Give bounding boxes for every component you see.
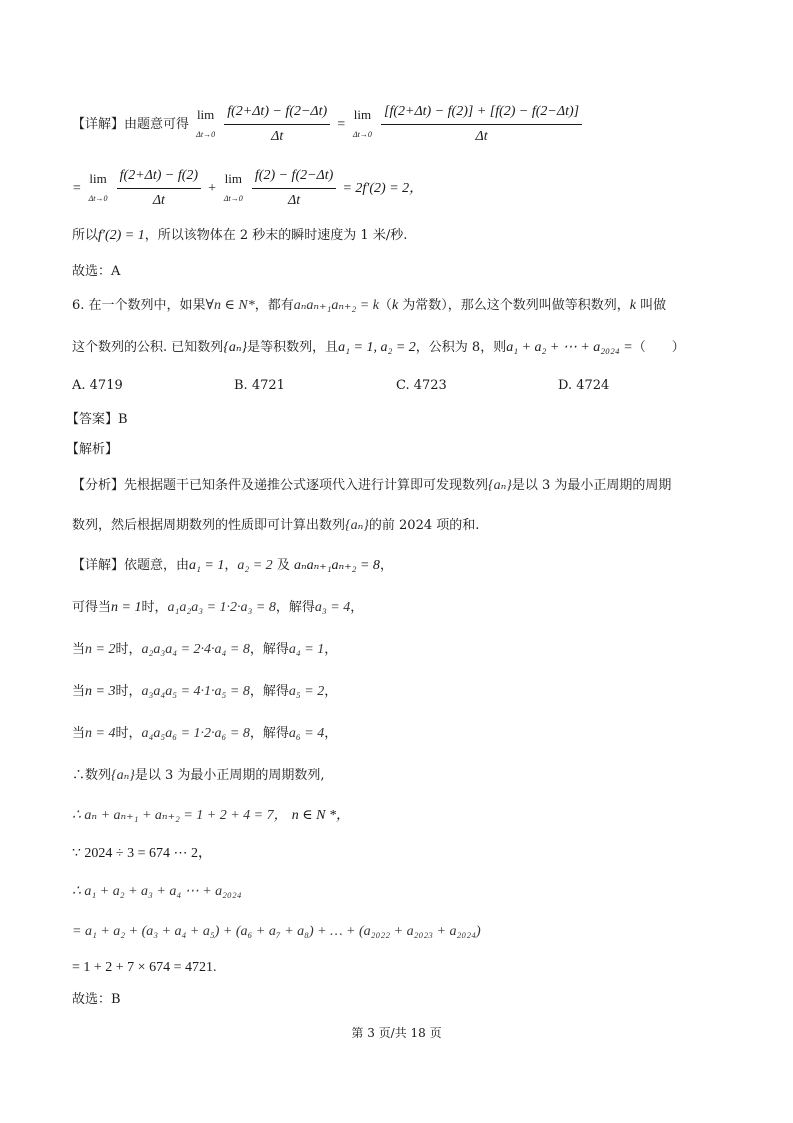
fraction-b: $\frac{f(2) - f(2-\Delta t)}{\Delta t}$ bbox=[252, 166, 336, 211]
limit-line-1: 【详解】由题意可得 lim Δt→0 $\frac{f(2+\Delta t) - f(2-\Delta t)}{\Delta t}$ = lim Δt→0 $\frac{[f(2+\Delta t) - f(2)] + [f(2) - f(2-\Delta t)]}{\Delta t}$ bbox=[72, 102, 584, 147]
detail-line-6: ∴数列{aₙ}是以 3 为最小正周期的周期数列, bbox=[72, 768, 325, 783]
choice-a-line: 故选：A bbox=[72, 264, 121, 279]
detail-line-11: = 1 + 2 + 7 × 674 = 4721. bbox=[72, 960, 217, 975]
option-d: D. 4724 bbox=[558, 378, 610, 393]
limit-symbol-3: lim Δt→0 bbox=[88, 170, 108, 203]
question-6-line-1: 6. 在一个数列中，如果∀n ∈ N*，都有aₙaₙ₊₁aₙ₊₂ = k（k 为常数），那么这个数列叫做等积数列，k 叫做 bbox=[72, 298, 667, 313]
detail-line-9: ∴ a₁ + a₂ + a₃ + a₄ ⋯ + a₂₀₂₄ bbox=[72, 884, 242, 899]
detail-label: 【详解】由题意可得 bbox=[72, 117, 190, 132]
limit-result: = 2f′(2) = 2， bbox=[342, 181, 424, 196]
fraction-1: $\frac{f(2+\Delta t) - f(2-\Delta t)}{\Delta t}$ bbox=[224, 102, 330, 147]
detail-line-10: = a₁ + a₂ + (a₃ + a₄ + a₅) + (a₆ + a₇ + a₈) + … + (a₂₀₂₂ + a₂₀₂₃ + a₂₀₂₄) bbox=[72, 924, 481, 939]
page-footer: 第 3 页/共 18 页 bbox=[351, 1026, 442, 1040]
analysis-line-1: 【分析】先根据题干已知条件及递推公式逐项代入进行计算即可发现数列{aₙ}是以 3 为最小正周期的周期 bbox=[72, 478, 672, 493]
analysis-line-2: 数列，然后根据周期数列的性质即可计算出数列{aₙ}的前 2024 项的和. bbox=[72, 518, 480, 533]
detail-line-2: 可得当n = 1时，a₁a₂a₃ = 1·2·a₃ = 8，解得a₃ = 4， bbox=[72, 600, 364, 615]
answer-line: 【答案】B bbox=[66, 412, 128, 427]
option-a: A. 4719 bbox=[72, 378, 123, 393]
conclusion-line: 所以f′(2) = 1，所以该物体在 2 秒末的瞬时速度为 1 米/秒. bbox=[72, 228, 408, 243]
option-c: C. 4723 bbox=[396, 378, 447, 393]
detail-line-4: 当n = 3时，a₃a₄a₅ = 4·1·a₅ = 8，解得a₅ = 2， bbox=[72, 684, 338, 699]
choice-b-line: 故选：B bbox=[72, 992, 121, 1007]
detail-line-5: 当n = 4时，a₄a₅a₆ = 1·2·a₆ = 8，解得a₆ = 4， bbox=[72, 726, 338, 741]
detail-line-1: 【详解】依题意，由a₁ = 1，a₂ = 2 及 aₙaₙ₊₁aₙ₊₂ = 8， bbox=[72, 558, 393, 573]
question-6-line-2: 这个数列的公积. 已知数列{aₙ}是等积数列，且a₁ = 1, a₂ = 2，公积为 8，则a₁ + a₂ + ⋯ + a₂₀₂₄ =（ ） bbox=[72, 340, 685, 355]
limit-symbol-2: lim Δt→0 bbox=[352, 106, 372, 139]
limit-symbol: lim Δt→0 bbox=[196, 106, 216, 139]
option-b: B. 4721 bbox=[234, 378, 285, 393]
analysis-heading: 【解析】 bbox=[66, 442, 119, 457]
detail-line-8: ∵ 2024 ÷ 3 = 674 ⋯ 2， bbox=[72, 846, 212, 861]
fraction-2: $\frac{[f(2+\Delta t) - f(2)] + [f(2) - f(2-\Delta t)]}{\Delta t}$ bbox=[381, 102, 582, 147]
fraction-a: $\frac{f(2+\Delta t) - f(2)}{\Delta t}$ bbox=[117, 166, 201, 211]
limit-line-2: = lim Δt→0 $\frac{f(2+\Delta t) - f(2)}{\Delta t}$ + lim Δt→0 $\frac{f(2) - f(2-\Delta t)}{\Delta t}$ = 2f′(2) = 2， bbox=[72, 166, 423, 211]
detail-line-3: 当n = 2时，a₂a₃a₄ = 2·4·a₄ = 8，解得a₄ = 1， bbox=[72, 642, 338, 657]
detail-line-7: ∴ aₙ + aₙ₊₁ + aₙ₊₂ = 1 + 2 + 4 = 7， n ∈ N *， bbox=[72, 808, 350, 823]
limit-symbol-4: lim Δt→0 bbox=[223, 170, 243, 203]
